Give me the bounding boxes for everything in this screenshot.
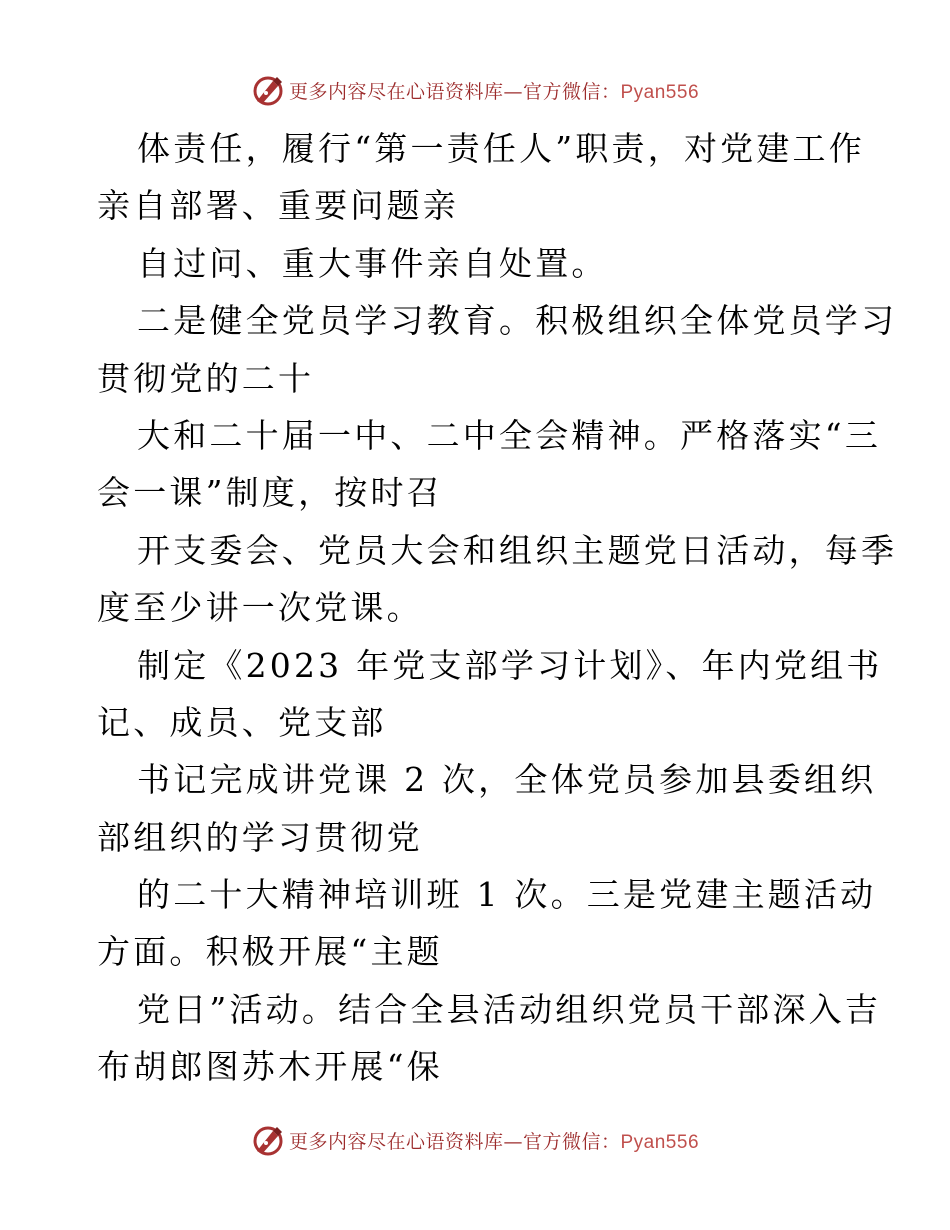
text-line: 大和二十届一中、二中全会精神。严格落实“三	[137, 415, 882, 455]
header-banner-wechat-id: Pyan556	[620, 81, 700, 103]
document-body	[97, 120, 898, 1096]
footer-banner	[0, 1120, 950, 1160]
footer-banner-content	[251, 1123, 699, 1157]
pen-nib-logo-icon	[251, 73, 285, 107]
text-line: 亲自部署、重要问题亲	[97, 186, 459, 226]
footer-banner-text	[289, 1127, 699, 1154]
text-line: 方面。积极开展“主题	[97, 932, 443, 972]
text-line: 党日”活动。结合全县活动组织党员干部深入吉	[137, 989, 882, 1029]
text-line: 会一课”制度，按时召	[97, 473, 443, 513]
header-banner-text-cn: 更多内容尽在心语资料库—官方微信：	[288, 80, 621, 103]
pen-nib-logo-icon	[251, 1123, 285, 1157]
text-line: 二是健全党员学习教育。积极组织全体党员学习	[137, 301, 898, 341]
text-line: 布胡郎图苏木开展“保	[97, 1047, 443, 1087]
text-line: 体责任，履行“第一责任人”职责，对党建工作	[137, 129, 865, 168]
header-banner-text	[289, 77, 699, 104]
header-banner	[0, 70, 950, 110]
text-line: 部组织的学习贯彻党	[97, 817, 423, 857]
text-line: 自过问、重大事件亲自处置。	[137, 243, 608, 283]
text-line: 贯彻党的二十	[97, 358, 315, 398]
text-line: 记、成员、党支部	[97, 702, 387, 742]
text-line: 度至少讲一次党课。	[97, 588, 423, 628]
text-line: 开支委会、党员大会和组织主题党日活动，每季	[137, 530, 898, 570]
footer-banner-text-cn: 更多内容尽在心语资料库—官方微信：	[288, 1130, 621, 1153]
header-banner-content	[251, 73, 699, 107]
text-line: 的二十大精神培训班 1 次。三是党建主题活动	[137, 875, 877, 915]
text-line: 制定《2023 年党支部学习计划》、年内党组书	[137, 645, 883, 685]
footer-banner-wechat-id: Pyan556	[620, 1131, 700, 1153]
text-line: 书记完成讲党课 2 次，全体党员参加县委组织	[137, 760, 877, 800]
